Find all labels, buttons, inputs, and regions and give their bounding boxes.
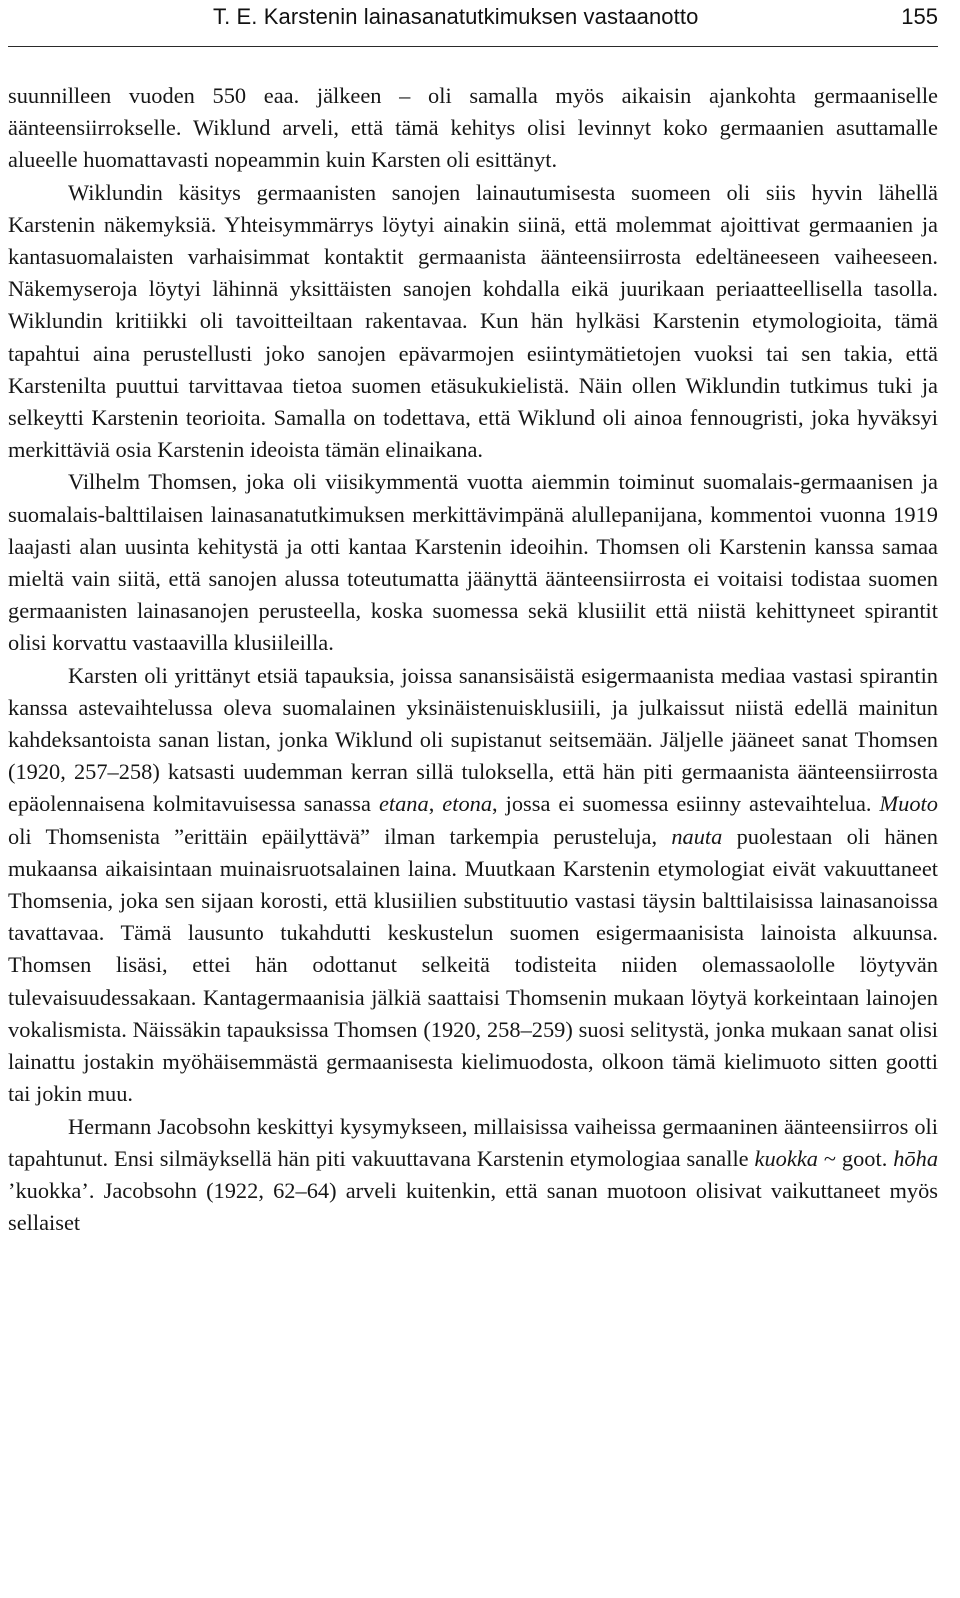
paragraph: Wiklundin käsitys germaanisten sanojen lainautumisesta suomeen oli siis hyvin lähellä Karstenin näkemyksiä. Yhteisymmärrys löytyi ainakin siinä, että molemmat ajoittivat germaanien ja kantasuomalaisten varhaisimmat kontaktit germaanista äänteensiirrosta edeltäneeseen vaiheeseen. Näkemyseroja löytyi lähinnä yksittäisten sanojen kohdalla eikä juurikaan periaatteellisella tasolla. Wiklundin kritiikki oli tavoitteiltaan rakentavaa. Kun hän hylkäsi Karstenin etymologioita, tämä tapahtui aina perustellusti joko sanojen epävarmojen esiintymätietojen vuoksi tai sen takia, että Karstenilta puuttui tarvittavaa tietoa suomen etäsukukielistä. Näin ollen Wiklundin tutkimus tuki ja selkeytti Karstenin teorioita. Samalla on todettava, että Wiklund oli ainoa fennougristi, joka hyväksyi merkittäviä osia Karstenin ideoista tämän elinaikana.	[8, 179, 938, 463]
paragraph: Karsten oli yrittänyt etsiä tapauksia, joissa sanansisäistä esigermaanista mediaa vastasi spirantin kanssa astevaihtelussa oleva suomalainen yksinäistenuisklusiili, ja julkaissut niistä edellä mainitun kahdeksantoista sanan listan, jonka Wiklund oli supistanut seitsemään. Jäljelle jääneet sanat Thomsen (1920, 257–258) katsasti uudemman kerran sillä tuloksella, että hän piti germaanista äänteensiirrosta epäolennaisena kolmitavuisessa sanassa etana, etona, jossa ei suomessa esiinny astevaihtelua. Muoto oli Thomsenista ”erittäin epäilyttävä” ilman tarkempia perusteluja, nauta puolestaan oli hänen mukaansa aikaisintaan muinaisruotsalainen laina. Muutkaan Karstenin etymologiat eivät vakuuttaneet Thomsenia, joka sen sijaan korosti, että klusiilien substituutio vastasi täysin balttilaisissa lainasanoissa tavattavaa. Tämä lausunto tukahdutti keskustelun suomen esigermaanisista lainoista alkuunsa. Thomsen lisäsi, ettei hän odottanut selkeitä todisteita niiden olemassaololle löytyvän tulevaisuudessakaan. Kantagermaanisia jälkiä saattaisi Thomsenin mukaan löytyä korkeintaan lainojen vokalismista. Näissäkin tapauksissa Thomsen (1920, 258–259) suosi selitystä, jonka mukaan sanat olisi lainattu jostakin myöhäisemmästä germaanisesta kielimuodosta, olkoon tämä kielimuoto sitten gootti tai jokin muu.	[8, 662, 938, 1107]
running-header	[8, 0, 938, 47]
document-page	[8, 0, 938, 1239]
italic-term: nauta	[671, 823, 723, 849]
italic-term: hōha	[893, 1145, 939, 1171]
italic-term: Muoto	[879, 791, 938, 817]
italic-term: etona	[442, 791, 493, 817]
running-title: T. E. Karstenin lainasanatutkimuksen vastaanotto	[213, 4, 699, 29]
body-text	[8, 80, 938, 1239]
paragraph: Hermann Jacobsohn keskittyi kysymykseen, millaisissa vaiheissa germaaninen äänteensiirros oli tapahtunut. Ensi silmäyksellä hän piti vakuuttavana Karstenin etymologiaa sanalle kuokka ~ goot. hōha ’kuokka’. Jacobsohn (1922, 62–64) arveli kuitenkin, että sanan muotoon olisivat vaikuttaneet myös sellaiset	[8, 1113, 939, 1236]
italic-term: etana	[378, 791, 429, 817]
page-number: 155	[901, 4, 938, 29]
italic-term: kuokka	[754, 1145, 818, 1171]
paragraph: Vilhelm Thomsen, joka oli viisikymmentä vuotta aiemmin toiminut suomalais-germaanisen ja suomalais-balttilaisen lainasanatutkimuksen merkittävimpänä alullepanijana, kommentoi vuonna 1919 laajasti alan uusinta kehitystä ja otti kantaa Karstenin ideoihin. Thomsen oli Karstenin kanssa samaa mieltä vain siitä, että sanojen alussa toteutumatta jäänyttä äänteensiirrosta ei voitaisi todistaa suomen germaanisten lainasanojen perusteella, koska suomessa sekä klusiilit että niistä kehittyneet spirantit olisi korvattu vastaavilla klusiileilla.	[8, 469, 938, 656]
paragraph: suunnilleen vuoden 550 eaa. jälkeen – oli samalla myös aikaisin ajankohta germaaniselle äänteensiirrokselle. Wiklund arveli, että tämä kehitys olisi levinnyt koko germaanien asuttamalle alueelle huomattavasti nopeammin kuin Karsten oli esittänyt.	[8, 83, 938, 173]
